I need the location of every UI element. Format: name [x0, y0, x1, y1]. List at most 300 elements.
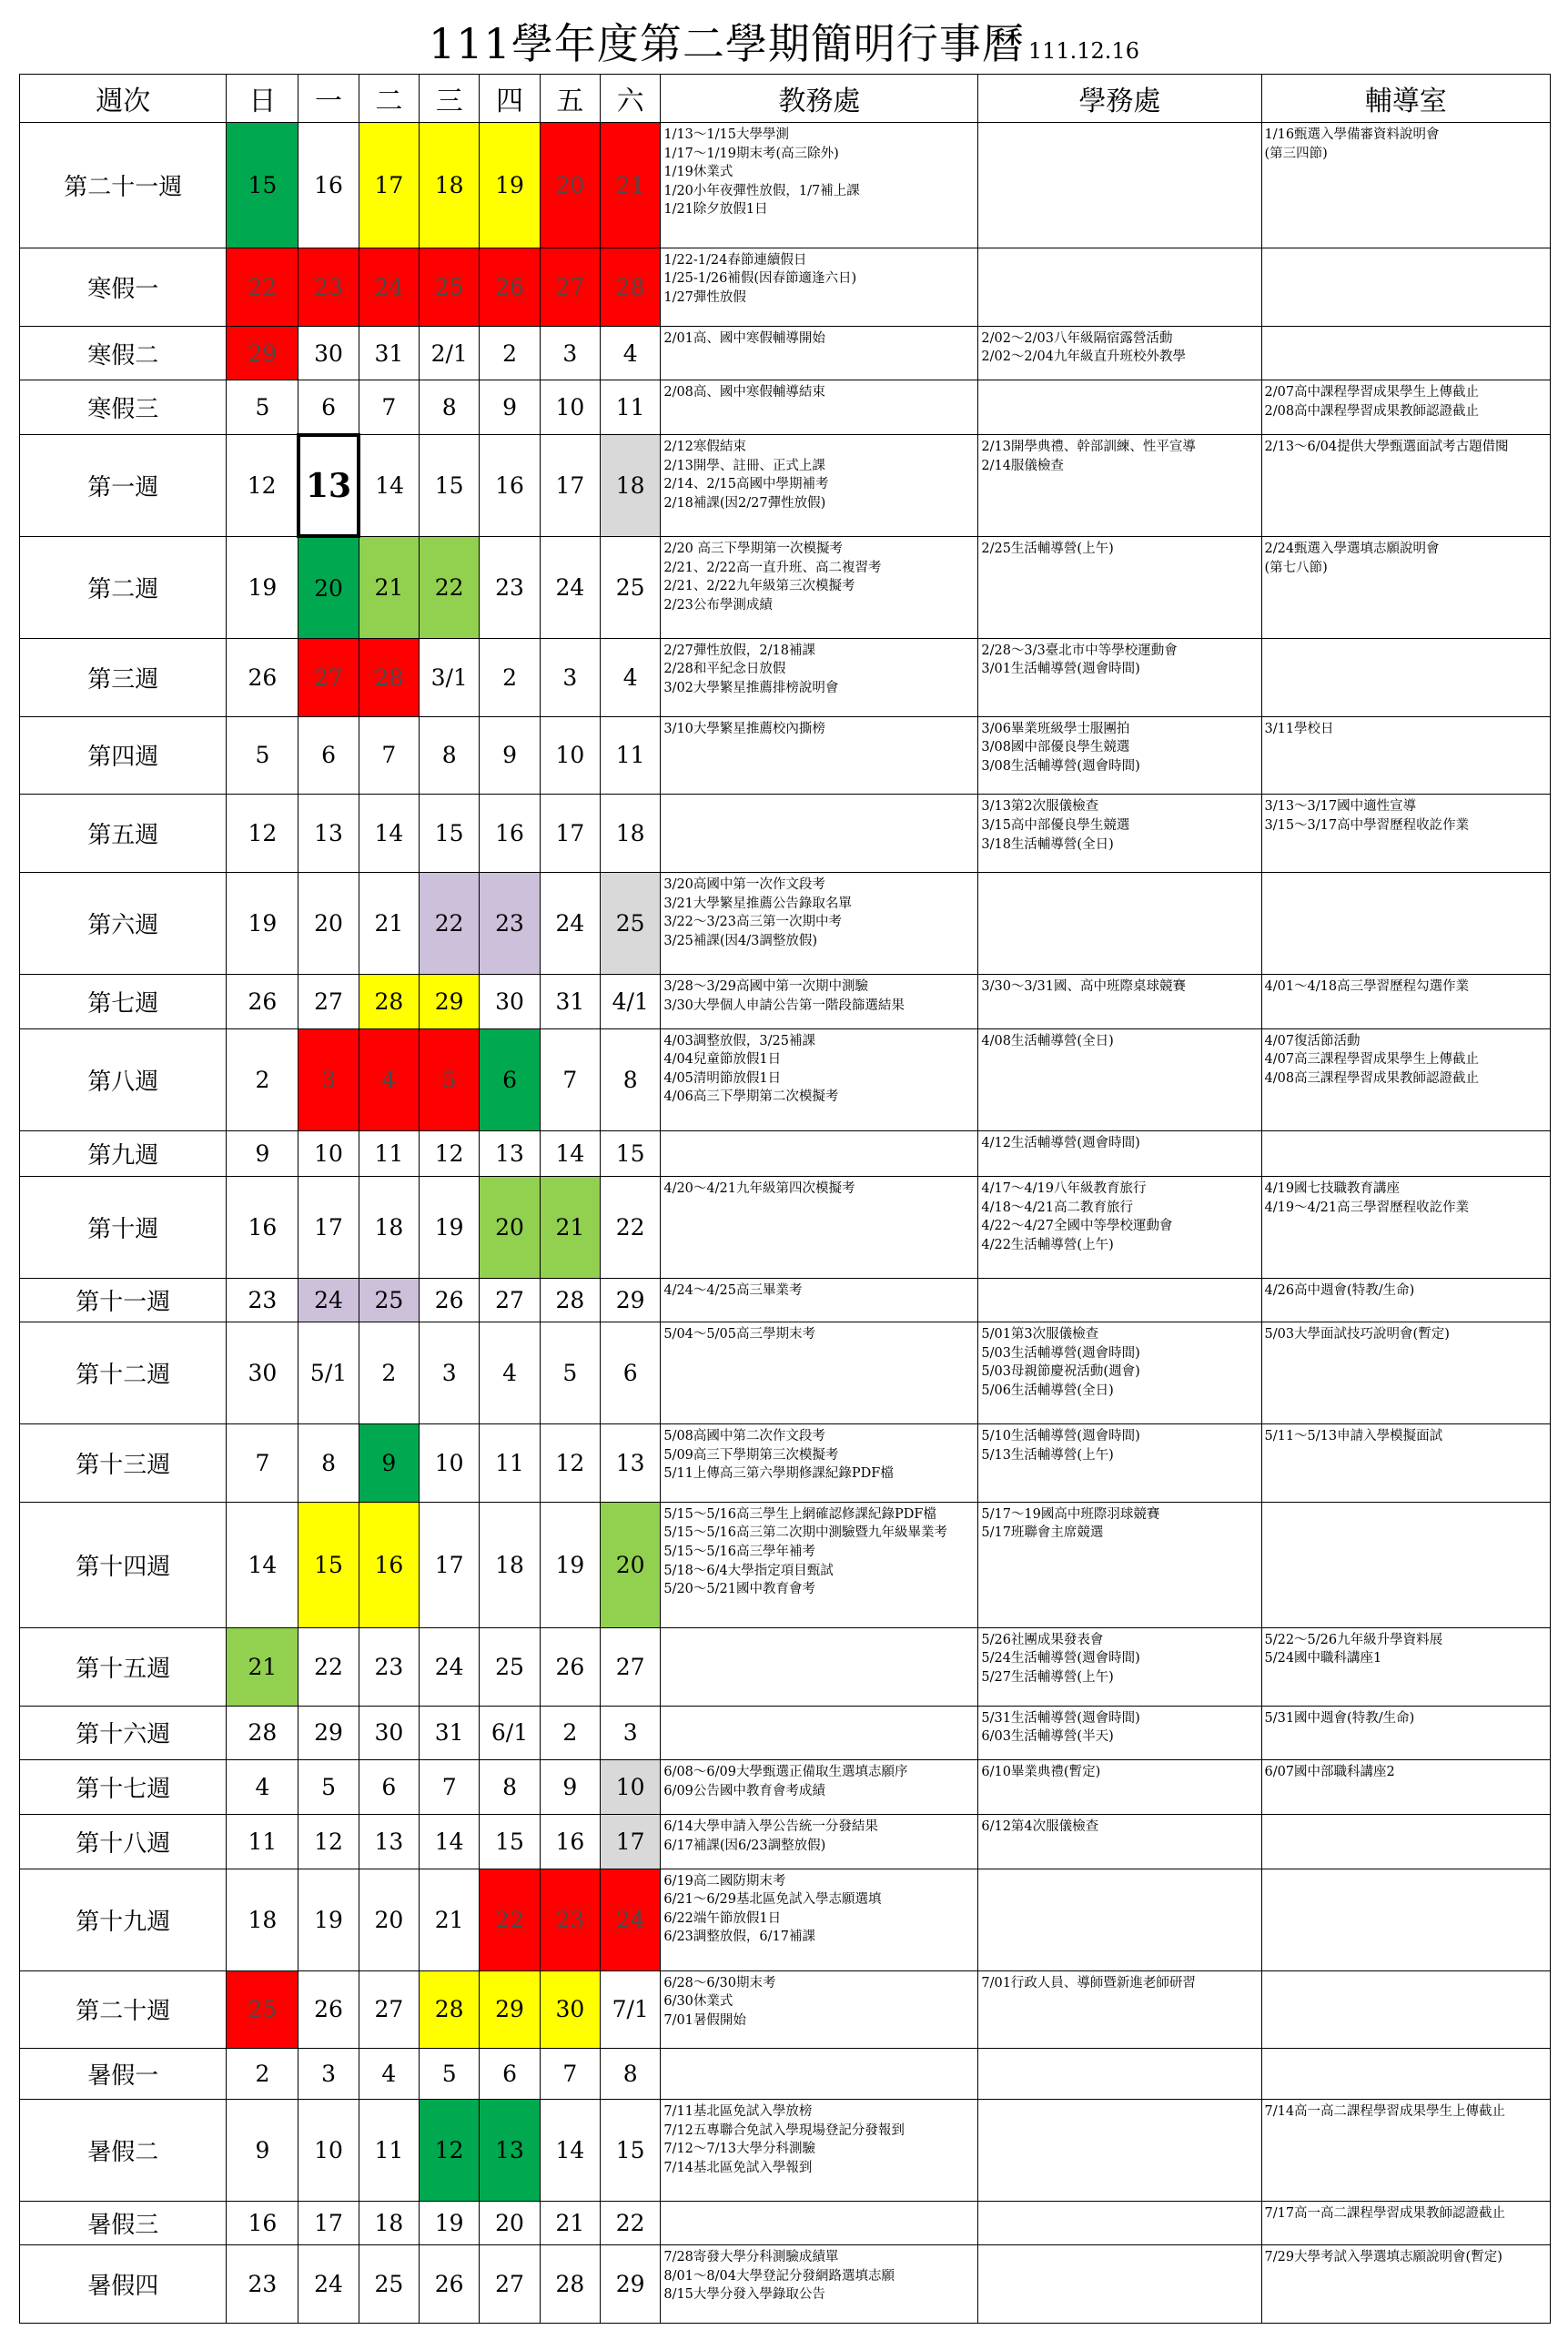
- day-cell-sat: 11: [601, 380, 661, 435]
- academic-notes: [661, 248, 978, 326]
- day-cell-thu: 19: [480, 123, 540, 248]
- student-note-line: 5/17班聯會主席競選: [981, 1525, 1104, 1541]
- day-cell-fri: 19: [540, 1502, 600, 1627]
- day-cell-mon: 12: [298, 1814, 359, 1869]
- student-notes: [978, 975, 1261, 1029]
- counseling-notes: [1261, 536, 1551, 638]
- counseling-notes: [1261, 1627, 1551, 1706]
- day-cell-tue: 27: [359, 1970, 419, 2049]
- academic-notes: [661, 1502, 978, 1627]
- academic-notes: [661, 1706, 978, 1760]
- week-label: 第四週: [20, 716, 227, 795]
- day-cell-sun: 16: [227, 1177, 298, 1279]
- counseling-notes: [1261, 248, 1551, 326]
- week-label: 第五週: [20, 795, 227, 873]
- day-cell-sat: 24: [601, 1869, 661, 1970]
- student-note-line: 4/17～4/19八年級教育旅行: [981, 1181, 1147, 1197]
- day-cell-tue: 18: [359, 2201, 419, 2244]
- academic-note-line: 6/21～6/29基北區免試入學志願選填: [663, 1892, 882, 1908]
- student-note-line: 7/01行政人員、導師暨新進老師研習: [981, 1975, 1196, 1991]
- student-note-line: 5/10生活輔導營(週會時間): [981, 1429, 1140, 1444]
- day-cell-tue: 30: [359, 1706, 419, 1760]
- student-note-line: 2/14服儀檢查: [981, 458, 1064, 473]
- day-cell-mon: 8: [298, 1424, 359, 1503]
- academic-note-line: 7/28寄發大學分科測驗成績單: [663, 2249, 839, 2264]
- day-cell-thu: 20: [480, 1177, 540, 1279]
- student-note-line: 5/24生活輔導營(週會時間): [981, 1651, 1140, 1666]
- academic-note-line: 6/19高二國防期末考: [663, 1873, 786, 1889]
- academic-note-line: 3/21大學繁星推薦公告錄取名單: [663, 896, 852, 911]
- student-notes: [978, 638, 1261, 716]
- day-cell-sun: 28: [227, 1706, 298, 1760]
- counseling-notes: [1261, 2201, 1551, 2244]
- day-cell-fri: 27: [540, 248, 600, 326]
- day-cell-sun: 26: [227, 975, 298, 1029]
- day-cell-thu: 26: [480, 248, 540, 326]
- student-notes: [978, 2049, 1261, 2100]
- day-cell-tue: 21: [359, 536, 419, 638]
- day-cell-sat: 15: [601, 2100, 661, 2202]
- academic-note-line: 1/25-1/26補假(因春節適逢六日): [663, 271, 857, 287]
- day-cell-sun: 29: [227, 326, 298, 380]
- day-cell-wed: 3/1: [420, 638, 480, 716]
- day-cell-sun: 12: [227, 435, 298, 537]
- week-row: [20, 975, 1551, 1029]
- counseling-notes: [1261, 716, 1551, 795]
- academic-notes: [661, 1279, 978, 1322]
- week-row: [20, 1627, 1551, 1706]
- academic-note-line: 5/15～5/16高三學年補考: [663, 1544, 815, 1559]
- day-cell-fri: 3: [540, 638, 600, 716]
- counseling-note-line: 3/11學校日: [1264, 721, 1334, 736]
- week-label: 暑假一: [20, 2049, 227, 2100]
- day-cell-tue: 21: [359, 873, 419, 975]
- academic-note-line: 5/08高國中第二次作文段考: [663, 1429, 825, 1444]
- academic-note-line: 5/04～5/05高三學期末考: [663, 1327, 815, 1342]
- counseling-notes: [1261, 1869, 1551, 1970]
- header-mon: 一: [298, 75, 359, 123]
- day-cell-sun: 30: [227, 1322, 298, 1424]
- week-row: [20, 1814, 1551, 1869]
- academic-note-line: 6/30休業式: [663, 1994, 733, 2010]
- day-cell-sat: 15: [601, 1130, 661, 1177]
- day-cell-sat: 29: [601, 2244, 661, 2323]
- academic-note-line: 1/27彈性放假: [663, 290, 746, 306]
- student-note-line: 4/08生活輔導營(全日): [981, 1033, 1114, 1048]
- day-cell-thu: 4: [480, 1322, 540, 1424]
- student-note-line: 2/02～2/04九年級直升班校外教學: [981, 349, 1186, 365]
- counseling-notes: [1261, 435, 1551, 537]
- student-note-line: 2/25生活輔導營(上午): [981, 541, 1114, 556]
- day-cell-mon: 26: [298, 1970, 359, 2049]
- counseling-note-line: 5/24國中職科講座1: [1264, 1651, 1382, 1666]
- day-cell-sun: 2: [227, 2049, 298, 2100]
- counseling-notes: [1261, 123, 1551, 248]
- week-row: [20, 638, 1551, 716]
- academic-note-line: 6/23調整放假，6/17補課: [663, 1930, 815, 1945]
- day-cell-thu: 8: [480, 1760, 540, 1815]
- day-cell-thu: 13: [480, 1130, 540, 1177]
- day-cell-wed: 7: [420, 1760, 480, 1815]
- academic-notes: [661, 1760, 978, 1815]
- day-cell-wed: 26: [420, 1279, 480, 1322]
- day-cell-mon: 30: [298, 326, 359, 380]
- academic-notes: [661, 1028, 978, 1130]
- week-row: [20, 2201, 1551, 2244]
- day-cell-tue: 20: [359, 1869, 419, 1970]
- header-week: 週次: [20, 75, 227, 123]
- day-cell-thu: 2: [480, 638, 540, 716]
- student-notes: [978, 248, 1261, 326]
- week-label: 第十九週: [20, 1869, 227, 1970]
- academic-note-line: 4/20～4/21九年級第四次模擬考: [663, 1181, 855, 1197]
- day-cell-thu: 20: [480, 2201, 540, 2244]
- academic-note-line: 3/25補課(因4/3調整放假): [663, 933, 818, 948]
- day-cell-thu: 23: [480, 873, 540, 975]
- week-row: [20, 1760, 1551, 1815]
- student-notes: [978, 1627, 1261, 1706]
- day-cell-fri: 10: [540, 380, 600, 435]
- calendar-title: 111學年度第二學期簡明行事曆: [429, 19, 1025, 68]
- week-row: [20, 1502, 1551, 1627]
- day-cell-tue: 14: [359, 435, 419, 537]
- day-cell-sat: 13: [601, 1424, 661, 1503]
- week-row: [20, 435, 1551, 537]
- day-cell-sun: 19: [227, 536, 298, 638]
- day-cell-sat: 22: [601, 1177, 661, 1279]
- week-label: 第二十週: [20, 1970, 227, 2049]
- week-row: [20, 1279, 1551, 1322]
- student-notes: [978, 873, 1261, 975]
- day-cell-mon: 5/1: [298, 1322, 359, 1424]
- week-label: 第十四週: [20, 1502, 227, 1627]
- day-cell-mon: 20: [298, 873, 359, 975]
- day-cell-fri: 7: [540, 2049, 600, 2100]
- academic-note-line: 2/12寒假結束: [663, 440, 746, 455]
- day-cell-thu: 6: [480, 2049, 540, 2100]
- academic-note-line: 6/28～6/30期末考: [663, 1975, 776, 1991]
- counseling-notes: [1261, 380, 1551, 435]
- day-cell-sat: 21: [601, 123, 661, 248]
- day-cell-mon: 3: [298, 1028, 359, 1130]
- week-label: 第十一週: [20, 1279, 227, 1322]
- day-cell-sat: 17: [601, 1814, 661, 1869]
- day-cell-sun: 5: [227, 380, 298, 435]
- week-row: [20, 1322, 1551, 1424]
- academic-note-line: 4/03調整放假，3/25補課: [663, 1033, 815, 1048]
- academic-note-line: 5/20～5/21國中教育會考: [663, 1582, 815, 1597]
- day-cell-tue: 9: [359, 1424, 419, 1503]
- week-label: 第十八週: [20, 1814, 227, 1869]
- academic-notes: [661, 123, 978, 248]
- day-cell-sun: 14: [227, 1502, 298, 1627]
- counseling-notes: [1261, 638, 1551, 716]
- day-cell-wed: 28: [420, 1970, 480, 2049]
- counseling-note-line: 1/16甄選入學備審資料說明會: [1264, 127, 1440, 142]
- counseling-note-line: 4/26高中週會(特教/生命): [1264, 1283, 1415, 1299]
- academic-note-line: 3/10大學繁星推薦校內撕榜: [663, 721, 825, 736]
- academic-notes: [661, 1627, 978, 1706]
- student-note-line: 3/08國中部優良學生競選: [981, 740, 1130, 755]
- day-cell-fri: 28: [540, 1279, 600, 1322]
- day-cell-wed: 22: [420, 873, 480, 975]
- academic-note-line: 6/22端午節放假1日: [663, 1910, 782, 1926]
- academic-note-line: 5/09高三下學期第三次模擬考: [663, 1447, 839, 1463]
- academic-note-line: 5/18～6/4大學指定項目甄試: [663, 1563, 834, 1578]
- day-cell-fri: 14: [540, 2100, 600, 2202]
- counseling-note-line: 4/19～4/21高三學習歷程收訖作業: [1264, 1200, 1470, 1215]
- week-row: [20, 1177, 1551, 1279]
- counseling-note-line: 2/07高中課程學習成果學生上傳截止: [1264, 385, 1480, 400]
- day-cell-wed: 5: [420, 1028, 480, 1130]
- day-cell-wed: 17: [420, 1502, 480, 1627]
- week-label: 第十七週: [20, 1760, 227, 1815]
- week-row: [20, 536, 1551, 638]
- day-cell-fri: 17: [540, 435, 600, 537]
- counseling-note-line: 7/14高一高二課程學習成果學生上傳截止: [1264, 2104, 1506, 2119]
- academic-notes: [661, 1970, 978, 2049]
- day-cell-tue: 14: [359, 795, 419, 873]
- day-cell-wed: 15: [420, 435, 480, 537]
- counseling-notes: [1261, 1028, 1551, 1130]
- student-note-line: 6/03生活輔導營(半天): [981, 1729, 1114, 1745]
- academic-notes: [661, 1130, 978, 1177]
- academic-note-line: 5/11上傳高三第六學期修課紀錄PDF檔: [663, 1466, 894, 1482]
- academic-note-line: 6/17補課(因6/23調整放假): [663, 1838, 826, 1853]
- day-cell-mon: 29: [298, 1706, 359, 1760]
- day-cell-wed: 12: [420, 1130, 480, 1177]
- counseling-notes: [1261, 1130, 1551, 1177]
- day-cell-sun: 11: [227, 1814, 298, 1869]
- day-cell-wed: 21: [420, 1869, 480, 1970]
- student-notes: [978, 1424, 1261, 1503]
- week-label: 寒假三: [20, 380, 227, 435]
- calendar-date: 111.12.16: [1027, 38, 1139, 64]
- academic-note-line: 5/15～5/16高三第二次期中測驗暨九年級畢業考: [663, 1525, 947, 1541]
- day-cell-mon: 5: [298, 1760, 359, 1815]
- academic-note-line: 2/08高、國中寒假輔導結束: [663, 385, 825, 400]
- day-cell-thu: 2: [480, 326, 540, 380]
- day-cell-mon: 13: [298, 795, 359, 873]
- day-cell-mon: 17: [298, 2201, 359, 2244]
- academic-note-line: 7/11基北區免試入學放榜: [663, 2104, 813, 2119]
- day-cell-tue: 6: [359, 1760, 419, 1815]
- student-note-line: 5/06生活輔導營(全日): [981, 1383, 1114, 1398]
- academic-note-line: 4/06高三下學期第二次模擬考: [663, 1089, 839, 1105]
- week-label: 第十六週: [20, 1706, 227, 1760]
- week-label: 暑假三: [20, 2201, 227, 2244]
- student-notes: [978, 1028, 1261, 1130]
- day-cell-wed: 19: [420, 1177, 480, 1279]
- student-note-line: 5/27生活輔導營(上午): [981, 1669, 1114, 1685]
- day-cell-tue: 2: [359, 1322, 419, 1424]
- academic-note-line: 4/24～4/25高三畢業考: [663, 1283, 803, 1299]
- day-cell-fri: 20: [540, 123, 600, 248]
- academic-note-line: 6/09公告國中教育會考成績: [663, 1783, 825, 1798]
- student-note-line: 5/03母親節慶祝活動(週會): [981, 1364, 1140, 1380]
- counseling-note-line: 2/08高中課程學習成果教師認證截止: [1264, 403, 1480, 419]
- day-cell-sun: 23: [227, 2244, 298, 2323]
- student-note-line: 3/01生活輔導營(週會時間): [981, 662, 1140, 677]
- academic-notes: [661, 1424, 978, 1503]
- week-row: [20, 248, 1551, 326]
- academic-notes: [661, 2100, 978, 2202]
- day-cell-thu: 16: [480, 435, 540, 537]
- counseling-notes: [1261, 1322, 1551, 1424]
- day-cell-thu: 16: [480, 795, 540, 873]
- day-cell-sun: 18: [227, 1869, 298, 1970]
- day-cell-sat: 7/1: [601, 1970, 661, 2049]
- week-row: [20, 1869, 1551, 1970]
- academic-note-line: 3/28～3/29高國中第一次期中測驗: [663, 979, 868, 994]
- student-notes: [978, 1177, 1261, 1279]
- academic-note-line: 1/20小年夜彈性放假，1/7補上課: [663, 183, 860, 198]
- day-cell-mon: 10: [298, 2100, 359, 2202]
- day-cell-wed: 22: [420, 536, 480, 638]
- academic-notes: [661, 1814, 978, 1869]
- day-cell-sat: 4: [601, 638, 661, 716]
- day-cell-sat: 8: [601, 2049, 661, 2100]
- week-row: [20, 1970, 1551, 2049]
- day-cell-thu: 29: [480, 1970, 540, 2049]
- student-notes: [978, 716, 1261, 795]
- academic-note-line: 2/18補課(因2/27彈性放假): [663, 495, 826, 511]
- day-cell-fri: 31: [540, 975, 600, 1029]
- week-row: [20, 2049, 1551, 2100]
- day-cell-wed: 14: [420, 1814, 480, 1869]
- student-note-line: 5/31生活輔導營(週會時間): [981, 1710, 1140, 1726]
- week-label: 第十週: [20, 1177, 227, 1279]
- week-row: [20, 873, 1551, 975]
- student-notes: [978, 536, 1261, 638]
- academic-notes: [661, 1322, 978, 1424]
- day-cell-wed: 8: [420, 716, 480, 795]
- day-cell-thu: 9: [480, 716, 540, 795]
- week-row: [20, 716, 1551, 795]
- counseling-notes: [1261, 1814, 1551, 1869]
- counseling-notes: [1261, 1177, 1551, 1279]
- academic-note-line: 1/13～1/15大學學測: [663, 127, 789, 142]
- academic-notes: [661, 2049, 978, 2100]
- day-cell-tue: 31: [359, 326, 419, 380]
- counseling-note-line: 4/07復活節活動: [1264, 1033, 1361, 1048]
- student-notes: [978, 1502, 1261, 1627]
- academic-note-line: 7/12～7/13大學分科測驗: [663, 2142, 815, 2157]
- day-cell-sat: 11: [601, 716, 661, 795]
- day-cell-tue: 25: [359, 2244, 419, 2323]
- day-cell-sun: 7: [227, 1424, 298, 1503]
- day-cell-mon: 10: [298, 1130, 359, 1177]
- student-notes: [978, 1814, 1261, 1869]
- student-note-line: 5/26社團成果發表會: [981, 1632, 1104, 1647]
- student-notes: [978, 2100, 1261, 2202]
- counseling-note-line: 5/31國中週會(特教/生命): [1264, 1710, 1415, 1726]
- week-label: 第六週: [20, 873, 227, 975]
- day-cell-wed: 31: [420, 1706, 480, 1760]
- page-title: [0, 11, 1568, 71]
- day-cell-mon: 23: [298, 248, 359, 326]
- counseling-notes: [1261, 326, 1551, 380]
- week-label: 寒假一: [20, 248, 227, 326]
- day-cell-thu: 13: [480, 2100, 540, 2202]
- day-cell-tue: 11: [359, 2100, 419, 2202]
- day-cell-sun: 15: [227, 123, 298, 248]
- student-note-line: 2/28～3/3臺北市中等學校運動會: [981, 643, 1178, 658]
- student-notes: [978, 1706, 1261, 1760]
- student-note-line: 3/18生活輔導營(全日): [981, 836, 1114, 852]
- day-cell-tue: 28: [359, 638, 419, 716]
- student-note-line: 3/13第2次服儀檢查: [981, 799, 1099, 815]
- day-cell-fri: 28: [540, 2244, 600, 2323]
- academic-notes: [661, 380, 978, 435]
- day-cell-wed: 26: [420, 2244, 480, 2323]
- academic-note-line: 7/01暑假開始: [663, 2012, 746, 2028]
- week-label: 第二十一週: [20, 123, 227, 248]
- day-cell-sun: 21: [227, 1627, 298, 1706]
- header-thu: 四: [480, 75, 540, 123]
- academic-notes: [661, 1869, 978, 1970]
- header-student-affairs: 學務處: [978, 75, 1261, 123]
- week-label: 第七週: [20, 975, 227, 1029]
- day-cell-mon: 17: [298, 1177, 359, 1279]
- day-cell-sun: 19: [227, 873, 298, 975]
- academic-note-line: 5/15～5/16高三學生上網確認修課紀錄PDF檔: [663, 1506, 936, 1522]
- student-note-line: 4/18～4/21高二教育旅行: [981, 1200, 1133, 1215]
- day-cell-mon: 20: [298, 536, 359, 638]
- academic-note-line: 2/23公布學測成績: [663, 597, 773, 613]
- academic-note-line: 8/01～8/04大學登記分發網路選填志願: [663, 2268, 895, 2284]
- day-cell-thu: 27: [480, 1279, 540, 1322]
- academic-notes: [661, 795, 978, 873]
- day-cell-sat: 22: [601, 2201, 661, 2244]
- day-cell-fri: 17: [540, 795, 600, 873]
- day-cell-sat: 20: [601, 1502, 661, 1627]
- counseling-note-line: 5/11～5/13申請入學模擬面試: [1264, 1429, 1443, 1444]
- student-note-line: 3/06畢業班級學士服團拍: [981, 721, 1130, 736]
- academic-note-line: 3/02大學繁星推薦排榜說明會: [663, 680, 839, 695]
- calendar-table: [19, 74, 1551, 2324]
- week-label: 第十五週: [20, 1627, 227, 1706]
- day-cell-sat: 25: [601, 536, 661, 638]
- day-cell-tue: 7: [359, 716, 419, 795]
- day-cell-sat: 25: [601, 873, 661, 975]
- student-note-line: 3/30～3/31國、高中班際桌球競賽: [981, 979, 1186, 994]
- week-label: 暑假四: [20, 2244, 227, 2323]
- day-cell-mon: 27: [298, 638, 359, 716]
- counseling-note-line: 4/19國七技職教育講座: [1264, 1181, 1401, 1197]
- week-row: [20, 1706, 1551, 1760]
- day-cell-mon: 24: [298, 1279, 359, 1322]
- counseling-note-line: 6/07國中部職科講座2: [1264, 1765, 1395, 1780]
- day-cell-wed: 25: [420, 248, 480, 326]
- day-cell-sat: 4: [601, 326, 661, 380]
- day-cell-fri: 9: [540, 1760, 600, 1815]
- day-cell-sun: 9: [227, 2100, 298, 2202]
- academic-notes: [661, 975, 978, 1029]
- academic-note-line: 6/14大學申請入學公告統一分發結果: [663, 1818, 878, 1834]
- day-cell-fri: 10: [540, 716, 600, 795]
- day-cell-sun: 9: [227, 1130, 298, 1177]
- student-note-line: 5/17～19國高中班際羽球競賽: [981, 1506, 1160, 1522]
- day-cell-thu: 15: [480, 1814, 540, 1869]
- academic-note-line: 2/21、2/22高一直升班、高二複習考: [663, 560, 882, 575]
- week-row: [20, 1028, 1551, 1130]
- week-row: [20, 123, 1551, 248]
- academic-note-line: 6/08～6/09大學甄選正備取生選填志願序: [663, 1765, 908, 1780]
- student-note-line: 5/03生活輔導營(週會時間): [981, 1345, 1140, 1361]
- counseling-notes: [1261, 2244, 1551, 2323]
- student-notes: [978, 2201, 1261, 2244]
